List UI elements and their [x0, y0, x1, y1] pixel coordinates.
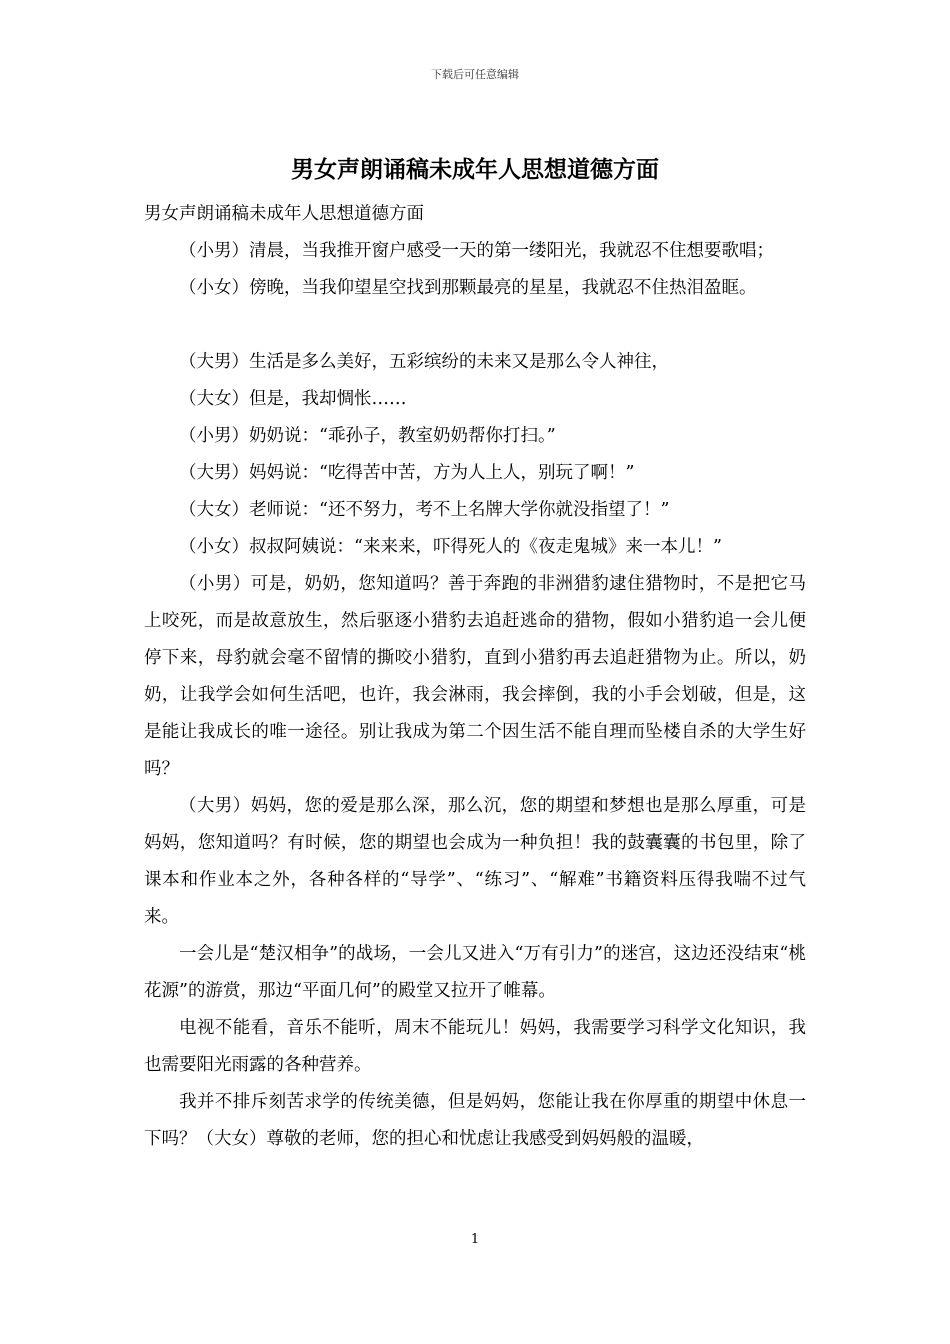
- paragraph: 我并不排斥刻苦求学的传统美德，但是妈妈，您能让我在你厚重的期望中休息一下吗？（大女）尊敬的老师，您的担心和忧虑让我感受到妈妈般的温暖，: [144, 1092, 806, 1149]
- page-number: 1: [470, 1232, 480, 1247]
- header-note: 下载后可任意编辑: [431, 68, 519, 81]
- paragraph: （小女）傍晚，当我仰望星空找到那颗最亮的星星，我就忍不住热泪盈眶。: [179, 278, 757, 298]
- paragraph: 电视不能看，音乐不能听，周末不能玩儿！妈妈，我需要学习科学文化知识，我也需要阳光雨露的各种营养。: [144, 1018, 806, 1075]
- paragraph: （大女）老师说：“还不努力，考不上名牌大学你就没指望了！”: [179, 500, 670, 520]
- paragraph: 一会儿是“楚汉相争”的战场，一会儿又进入“万有引力”的迷宫，这边还没结束“桃花源”的游赏，那边“平面几何”的殿堂又拉开了帷幕。: [144, 944, 806, 1001]
- paragraph: （大男）生活是多么美好，五彩缤纷的未来又是那么令人神往，: [179, 352, 669, 372]
- paragraph: （小男）可是，奶奶，您知道吗？善于奔跑的非洲猎豹逮住猎物时，不是把它马上咬死，而是故意放生，然后驱逐小猎豹去追赶逃命的猎物，假如小猎豹追一会儿便停下来，母豹就会毫不留情的撕咬小猎豹，直到小猎豹再去追赶猎物为止。所以，奶奶，让我学会如何生活吧，也许，我会淋雨，我会摔倒，我的小手会划破，但是，这是能让我成长的唯一途径。别让我成为第二个因生活不能自理而坠楼自杀的大学生好吗？: [144, 574, 806, 779]
- document-title: 男女声朗诵稿未成年人思想道德方面: [291, 156, 659, 183]
- paragraph: （小男）清晨，当我推开窗户感受一天的第一缕阳光，我就忍不住想要歌唱；: [179, 241, 774, 261]
- document-body: [144, 196, 806, 1158]
- paragraph: （小女）叔叔阿姨说：“来来来，吓得死人的《夜走鬼城》来一本儿！”: [179, 537, 722, 557]
- paragraph: （大男）妈妈说：“吃得苦中苦，方为人上人，别玩了啊！”: [179, 463, 635, 483]
- paragraph: （小男）奶奶说：“乖孙子，教室奶奶帮你打扫。”: [179, 426, 556, 446]
- paragraph: （大女）但是，我却惆怅……: [179, 389, 407, 409]
- document-subtitle: 男女声朗诵稿未成年人思想道德方面: [144, 204, 424, 224]
- paragraph: （大男）妈妈，您的爱是那么深，那么沉，您的期望和梦想也是那么厚重，可是妈妈，您知道吗？有时候，您的期望也会成为一种负担！我的鼓囊囊的书包里，除了课本和作业本之外，各种各样的“导学”、“练习”、“解难”书籍资料压得我喘不过气来。: [144, 796, 806, 927]
